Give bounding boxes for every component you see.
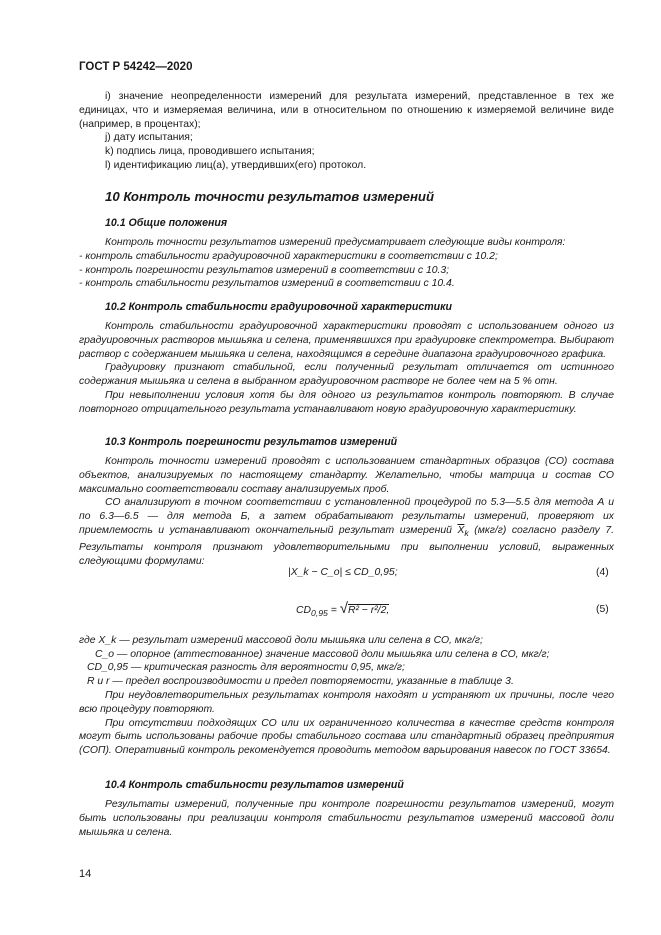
paragraph: При неудовлетворительных результатах контроля находят и устраняют их причины, после чего всю процедуру повторяют.: [79, 690, 614, 715]
document-header: ГОСТ Р 54242—2020: [79, 61, 193, 73]
formula-4: |X_k − C_o| ≤ CD_0,95;: [288, 567, 398, 578]
paragraph: Контроль точности результатов измерений предусматривает следующие виды контроля:: [105, 237, 566, 248]
list-item: j) дату испытания;: [105, 132, 193, 144]
list-item: i) значение неопределенности измерений для результата измерений, представленное в тех же единицах, что и измеряемая величина, или в относительном по отношению к измеряемой величине виде (например, в процентах);: [79, 91, 614, 130]
formula-number: (5): [596, 604, 609, 615]
formula-number: (4): [596, 567, 609, 578]
list-item: - контроль стабильности градуировочной характеристики в соответствии с 10.2;: [79, 250, 498, 262]
paragraph: При невыполнении условия хотя бы для одного из результатов контроль повторяют. В случае повторного отрицательного результата устанавливают новую градуировочную характеристику.: [79, 389, 614, 415]
list-item: k) подпись лица, проводившего испытания;: [105, 146, 315, 158]
page-number: 14: [79, 868, 92, 880]
subsection-body-cont: [79, 689, 614, 758]
paragraph: СО анализируют в точном соответствии с установленной процедурой по 5.3—5.5 для метода А и по 6.3—6.5 — для метода Б, а затем обрабатывают результаты измерений, проверяют их приемлемость и устанавливают окончательный результат измерений $\overline{X}_k$ (мкг/г) согласно разделу 7. Результаты контроля признают удовлетворительными при выполнении условий, выраженных следующими формулами:: [79, 497, 614, 567]
subsection-body: [79, 236, 614, 291]
protocol-list: [79, 90, 614, 173]
subsection-heading: 10.4 Контроль стабильности результатов измерений: [105, 779, 404, 791]
subsection-heading: 10.3 Контроль погрешности результатов измерений: [105, 436, 398, 448]
paragraph: Контроль стабильности градуировочной характеристики проводят с использованием одного из градуировочных растворов мышьяка и селена, применявшихся при градуировке спектрометра. Выбирают раствор с содержанием мышьяка и селена, находящимся в середине диапазона градуировочного графика.: [79, 321, 614, 360]
list-item: l) идентификацию лиц(а), утвердивших(его) протокол.: [105, 159, 367, 171]
paragraph: При отсутствии подходящих СО или их ограниченного количества в качестве средств контроля могут быть использованы рабочие пробы стабильного состава или стандартный образец предприятия (СОП). Оперативный контроль рекомендуется проводить методом варьирования навесок по ГОСТ 33654.: [79, 717, 614, 757]
section-heading: 10 Контроль точности результатов измерений: [105, 189, 435, 204]
list-item: - контроль стабильности результатов измерений в соответствии с 10.4.: [79, 278, 455, 290]
subsection-body: [79, 455, 614, 568]
paragraph: Градуировку признают стабильной, если полученный результат отличается от истинного содержания мышьяка и селена в выбранном градуировочном растворе не более чем на 5 % отн.: [79, 362, 614, 388]
legend-line: где X_k — результат измерений массовой доли мышьяка или селена в СО, мкг/г;: [79, 635, 483, 646]
symbol-x: $\overline{X}$: [457, 524, 465, 536]
list-item: - контроль погрешности результатов измерений в соответствии с 10.3;: [79, 264, 450, 276]
subsection-heading: 10.2 Контроль стабильности градуировочной характеристики: [105, 301, 452, 313]
legend-line: C_o — опорное (аттестованное) значение массовой доли мышьяка или селена в СО, мкг/г;: [95, 648, 550, 660]
paragraph: Контроль точности измерений проводят с использованием стандартных образцов (СО) состава объектов, анализируемых по настоящему стандарту. Желательно, чтобы матрица и состав СО максимально соответствовали составу анализируемых проб.: [79, 456, 614, 495]
subsection-heading: 10.1 Общие положения: [105, 217, 228, 229]
formula-legend: [79, 634, 614, 688]
legend-line: R и r — предел воспроизводимости и предел повторяемости, указанные в таблице 3.: [87, 675, 514, 687]
formula-5: $CD_{0,95} = √R^2 - r^2/2$,: [296, 600, 390, 619]
legend-line: CD_0,95 — критическая разность для вероятности 0,95, мкг/г;: [87, 662, 405, 674]
paragraph: Результаты измерений, полученные при контроле погрешности результатов измерений, могут быть использованы при реализации контроля стабильности результатов измерений массовой доли мышьяка и селена.: [79, 799, 614, 838]
subsection-body: [79, 320, 614, 417]
subsection-body: [79, 798, 614, 839]
